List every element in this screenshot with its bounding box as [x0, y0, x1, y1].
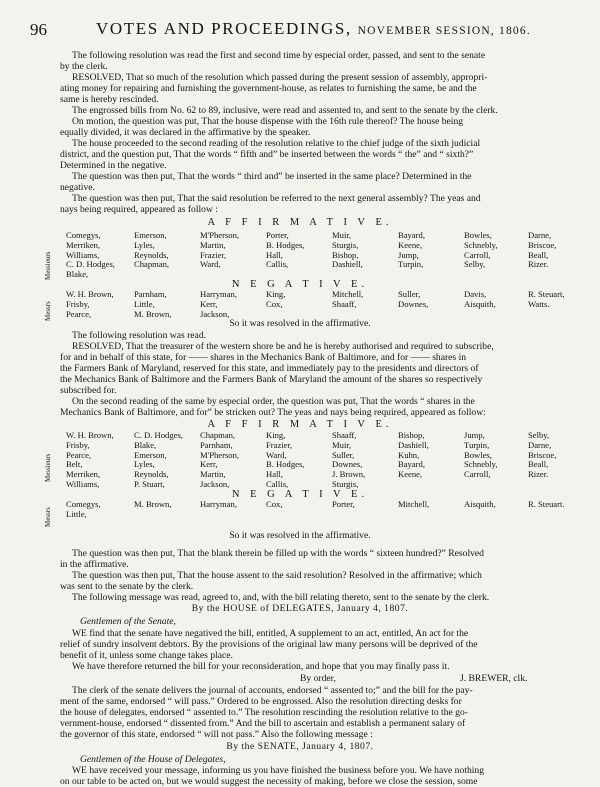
member-name: Kuhn,	[398, 449, 420, 460]
paragraph-line: in the affirmative.	[60, 559, 129, 570]
salutation: Gentlemen of the House of Delegates,	[80, 754, 226, 765]
vote-column	[528, 231, 556, 270]
member-name: Watts.	[528, 298, 550, 309]
member-name: Parnham,	[200, 439, 233, 450]
vote-column	[332, 231, 363, 270]
member-name: W. H. Brown,	[66, 289, 114, 299]
member-name: Mitchell,	[398, 499, 430, 509]
vote-column	[398, 500, 429, 510]
member-name: Callis,	[266, 478, 289, 489]
vote-column	[464, 431, 498, 480]
member-name: Harryman,	[200, 289, 237, 299]
member-name: Emerson,	[134, 449, 167, 460]
messieurs-label: Messieurs	[44, 251, 52, 280]
vote-column	[134, 290, 171, 319]
paragraph-line: The question was then put, That the house assent to the said resolution? Resolved in the affirmative; which	[72, 570, 482, 581]
member-name: Selby,	[464, 259, 486, 270]
member-name: Merriken,	[66, 239, 101, 250]
vote-column	[200, 500, 237, 510]
member-name: King,	[266, 430, 286, 440]
member-name: Keene,	[398, 469, 423, 480]
salutation: Gentlemen of the Senate,	[80, 616, 176, 627]
member-name: Rizer.	[528, 469, 549, 480]
member-name: Williams,	[66, 249, 100, 260]
member-name: Downes,	[398, 298, 429, 309]
dateline: By the HOUSE of DELEGATES, January 4, 1807.	[191, 603, 409, 614]
page-number: 96	[30, 20, 47, 39]
member-name: Dashiell,	[332, 259, 363, 270]
member-name: Keene,	[398, 239, 423, 250]
affirmative-heading: A F F I R M A T I V E.	[207, 217, 393, 228]
member-name: Pearce,	[66, 449, 92, 460]
member-name: M'Pherson,	[200, 230, 240, 240]
paragraph-line: the house of delegates, endorsed “ assented to.” The resolution rescinding the resolution relative to the go-	[60, 707, 468, 718]
vote-column	[528, 500, 565, 510]
member-name: Martin,	[200, 239, 226, 250]
member-name: M'Pherson,	[200, 449, 240, 460]
member-name: Blake,	[66, 269, 89, 280]
vote-column	[134, 431, 183, 490]
paragraph-line: RESOLVED, That so much of the resolution which passed during the present session of assembly, appropri-	[72, 72, 488, 83]
vote-column	[200, 290, 237, 319]
member-name: Carroll,	[464, 249, 491, 260]
member-name: Harryman,	[200, 499, 237, 509]
member-name: Ward,	[200, 259, 221, 270]
member-name: Bayard,	[398, 459, 425, 470]
paragraph-line: On motion, the question was put, That the house dispense with the 16th rule thereof? The house being	[72, 116, 464, 127]
member-name: Briscoe,	[528, 239, 557, 250]
member-name: B. Hodges,	[266, 459, 305, 470]
member-name: Little,	[134, 298, 155, 309]
vote-column	[332, 431, 365, 490]
paragraph-line: On the second reading of the same by especial order, the question was put, That the words “ shares in the	[72, 396, 475, 407]
negative-heading: N E G A T I V E.	[231, 489, 369, 500]
vote-column	[398, 431, 429, 480]
paragraph-line: Determined in the negative.	[60, 160, 167, 171]
member-name: Rizer.	[528, 259, 549, 270]
vote-column	[528, 290, 565, 310]
member-name: Frisby,	[66, 439, 90, 450]
paragraph-line: by the clerk.	[60, 61, 108, 72]
member-name: Bishop,	[398, 430, 425, 440]
paragraph-line: The engrossed bills from No. 62 to 89, inclusive, were read and assented to, and sent to the senate by the clerk.	[72, 105, 498, 116]
member-name: Chapman,	[200, 430, 236, 440]
member-name: Reynolds,	[134, 249, 169, 260]
member-name: Pearce,	[66, 308, 92, 319]
member-name: Ward,	[266, 449, 287, 460]
member-name: Little,	[66, 508, 87, 519]
member-name: Suller,	[398, 289, 421, 299]
member-name: Kerr,	[200, 459, 218, 470]
member-name: Chapman,	[134, 259, 170, 270]
member-name: Merriken,	[66, 469, 101, 480]
member-name: Muir,	[332, 439, 351, 450]
paragraph-line: negative.	[60, 182, 95, 193]
member-name: Dashiell,	[398, 439, 429, 450]
member-name: R. Steuart,	[528, 289, 565, 299]
resolution-result: So it was resolved in the affirmative.	[229, 530, 371, 541]
affirmative-heading: A F F I R M A T I V E.	[207, 419, 393, 430]
member-name: Sturgis,	[332, 239, 359, 250]
member-name: Belt,	[66, 459, 83, 470]
paragraph-line: The question was then put, That the said resolution be referred to the next general assembly? The yeas and	[72, 193, 481, 204]
member-name: King,	[266, 289, 286, 299]
member-name: Parnham,	[134, 289, 167, 299]
member-name: Bayard,	[398, 230, 425, 240]
vote-column	[464, 290, 496, 310]
member-name: Frazier,	[266, 439, 293, 450]
vote-column	[66, 431, 114, 490]
paragraph-line: ating money for repairing and furnishing the government-house, as relates to furnishing the same, be and the	[60, 83, 477, 94]
vote-column	[332, 290, 363, 310]
messieurs-label: Messieurs	[44, 453, 52, 482]
paragraph-line: the Farmers Bank of Maryland, reserved for this state, and immediately pay to the presidents and directors of	[60, 363, 479, 374]
paragraph-line: for and in behalf of this state, for —— shares in the Mechanics Bank of Baltimore, and for —— shares in	[60, 352, 467, 363]
member-name: Bowles,	[464, 230, 492, 240]
member-name: Muir,	[332, 230, 351, 240]
member-name: J. Brown,	[332, 469, 366, 480]
vote-column	[464, 500, 496, 510]
paragraph-line: The clerk of the senate delivers the journal of accounts, endorsed “ assented to;” and the bill for the pay-	[72, 685, 473, 696]
paragraph-line: The following resolution was read the first and second time by especial order, passed, and sent to the senate	[72, 50, 486, 61]
member-name: Shaaff,	[332, 430, 357, 440]
member-name: Selby,	[528, 430, 550, 440]
paragraph-line: subscribed for.	[60, 385, 117, 396]
member-name: M. Brown,	[134, 499, 172, 509]
member-name: W. H. Brown,	[66, 430, 114, 440]
member-name: Darne,	[528, 439, 552, 450]
member-name: C. D. Hodges,	[66, 259, 115, 270]
messrs-label: Messrs	[44, 507, 52, 527]
member-name: Jackson,	[200, 478, 230, 489]
paragraph-line: Mechanics Bank of Baltimore, and for” be stricken out? The yeas and nays being required, appeared as follow:	[60, 407, 486, 418]
paragraph-line: WE have received your message, informing us you have finished the business before you. We have nothing	[72, 765, 485, 776]
paragraph-line: the governor of this state, endorsed “ will not pass.” Also the following message :	[60, 729, 373, 740]
vote-column	[464, 231, 498, 270]
member-name: Porter,	[266, 230, 289, 240]
paragraph-line: WE find that the senate have negatived the bill, entitled, A supplement to an act, entitled, An act for the	[72, 628, 469, 639]
paragraph-line: on our table to be acted on, but we would suggest the necessity of making, before we close the session, some	[60, 776, 478, 787]
signature-by-order: By order,	[300, 673, 336, 684]
member-name: Porter,	[332, 499, 355, 509]
paragraph-line: nays being required, appeared as follow :	[60, 204, 218, 215]
member-name: Emerson,	[134, 230, 167, 240]
member-name: Hall,	[266, 249, 283, 260]
title-text: VOTES AND PROCEEDINGS,	[96, 19, 352, 38]
vote-column	[332, 500, 355, 510]
vote-column	[200, 431, 239, 490]
session-label: NOVEMBER SESSION, 1806.	[357, 25, 531, 37]
vote-column	[266, 231, 304, 270]
member-name: Schnebly,	[464, 239, 498, 250]
member-name: Blake,	[134, 439, 157, 450]
vote-column	[266, 431, 304, 490]
member-name: Downes,	[332, 459, 363, 470]
member-name: Turpin,	[398, 259, 424, 270]
member-name: Darne,	[528, 230, 552, 240]
member-name: Briscoe,	[528, 449, 557, 460]
member-name: Cox,	[266, 499, 283, 509]
member-name: B. Hodges,	[266, 239, 305, 250]
member-name: Jackson,	[200, 308, 230, 319]
member-name: Hall,	[266, 469, 283, 480]
member-name: Comegys,	[66, 499, 101, 509]
vote-column	[528, 431, 556, 480]
member-name: Frazier,	[200, 249, 227, 260]
paragraph-line: We have therefore returned the bill for your reconsideration, and hope that you may finally pass it.	[72, 661, 450, 672]
paragraph-line: RESOLVED, That the treasurer of the western shore be and he is hereby authorised and required to subscribe,	[72, 341, 494, 352]
member-name: Bishop,	[332, 249, 359, 260]
member-name: Mitchell,	[332, 289, 364, 299]
member-name: Bowles,	[464, 449, 492, 460]
resolution-result: So it was resolved in the affirmative.	[229, 318, 371, 329]
page-title	[96, 19, 531, 39]
vote-column	[134, 231, 169, 270]
paragraph-line: relief of sundry insolvent debtors. By the provisions of the original law many persons will be deprived of the	[60, 639, 478, 650]
member-name: R. Steuart.	[528, 499, 565, 509]
paragraph-line: benefit of it, unless some change takes place.	[60, 650, 233, 661]
vote-column	[66, 231, 115, 280]
member-name: Frisby,	[66, 298, 90, 309]
dateline: By the SENATE, January 4, 1807.	[226, 741, 374, 752]
member-name: Reynolds,	[134, 469, 169, 480]
member-name: Kerr,	[200, 298, 218, 309]
paragraph-line: vernment-house, endorsed “ dissented from.” And the bill to ascertain and establish a permanent salary of	[60, 718, 466, 729]
paragraph-line: ment of the same, endorsed “ will pass.” Ordered to be engrossed. Also the resolution directing desks for	[60, 696, 462, 707]
member-name: Beall,	[528, 249, 549, 260]
member-name: Lyles,	[134, 459, 155, 470]
member-name: C. D. Hodges,	[134, 430, 183, 440]
member-name: Aisquith,	[464, 298, 496, 309]
member-name: Davis,	[464, 289, 487, 299]
vote-column	[66, 290, 114, 319]
vote-column	[134, 500, 171, 510]
member-name: Williams,	[66, 478, 100, 489]
paragraph-line: the Mechanics Bank of Baltimore and the Farmers Bank of Maryland the amount of the shares so respectively	[60, 374, 483, 385]
messrs-label: Messrs	[44, 301, 52, 321]
paragraph-line: The following resolution was read.	[72, 330, 207, 341]
vote-column	[398, 231, 425, 270]
member-name: Lyles,	[134, 239, 155, 250]
page-header	[0, 18, 600, 42]
member-name: Cox,	[266, 298, 283, 309]
paragraph-line: The house proceeded to the second reading of the resolution relative to the chief judge of the sixth judicial	[72, 138, 481, 149]
vote-column	[398, 290, 428, 310]
vote-column	[200, 231, 239, 270]
paragraph-line: The following message was read, agreed to, and, with the bill relating thereto, sent to the senate by the clerk.	[72, 592, 490, 603]
paragraph-line: The question was then put, That the blank therein be filled up with the words “ sixteen hundred?” Resolved	[72, 548, 484, 559]
member-name: Comegys,	[66, 230, 101, 240]
vote-column	[266, 290, 285, 310]
member-name: Schnebly,	[464, 459, 498, 470]
member-name: Shaaff,	[332, 298, 357, 309]
paragraph-line: same is hereby rescinded.	[60, 94, 159, 105]
signature-clerk: J. BREWER, clk.	[460, 673, 528, 684]
member-name: P. Stuart,	[134, 478, 165, 489]
vote-column	[266, 500, 282, 510]
member-name: M. Brown,	[134, 308, 172, 319]
member-name: Suller,	[332, 449, 355, 460]
member-name: Callis,	[266, 259, 289, 270]
member-name: Carroll,	[464, 469, 491, 480]
paragraph-line: was sent to the senate by the clerk.	[60, 581, 194, 592]
member-name: Martin,	[200, 469, 226, 480]
paragraph-line: equally divided, it was declared in the affirmative by the speaker.	[60, 127, 311, 138]
member-name: Beall,	[528, 459, 549, 470]
member-name: Jump,	[464, 430, 485, 440]
paragraph-line: The question was then put, That the words “ third and” be inserted in the same place? Determined in the	[72, 171, 472, 182]
member-name: Jump,	[398, 249, 419, 260]
member-name: Aisquith,	[464, 499, 496, 509]
paragraph-line: district, and the question put, That the words “ fifth and” be inserted between the words “ the” and “ sixth?”	[60, 149, 474, 160]
vote-column	[66, 500, 101, 520]
negative-heading: N E G A T I V E.	[231, 279, 369, 290]
member-name: Sturgis,	[332, 478, 359, 489]
member-name: Turpin,	[464, 439, 490, 450]
